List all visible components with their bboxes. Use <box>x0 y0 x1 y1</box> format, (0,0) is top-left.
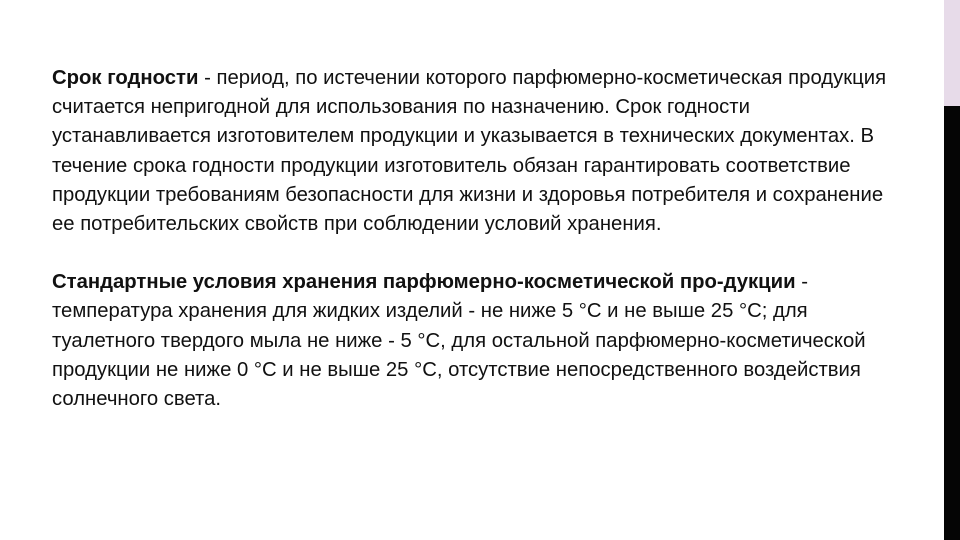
storage-conditions-paragraph <box>52 268 902 414</box>
storage-conditions-term: Стандартные условия хранения парфюмерно-косметической про-дукции <box>52 271 796 294</box>
shelf-life-paragraph <box>52 64 902 239</box>
shelf-life-definition: - период, по истечении которого парфюмерно-косметическая продукция считается непригодной для использования по назначению. Срок годности устанавливается изготовителем продукции и указывается в технических документах. В течение срока годности продукции изготовитель обязан гарантировать соответствие продукции требованиям безопасности для жизни и здоровья потребителя и сохранение ее потребительских свойств при соблюдении условий хранения. <box>52 67 887 236</box>
content-text <box>52 64 902 414</box>
side-bar-top-segment <box>944 0 960 106</box>
shelf-life-term: Срок годности <box>52 67 199 89</box>
decorative-side-bar <box>944 0 960 540</box>
side-bar-bottom-segment <box>944 106 960 540</box>
storage-conditions-definition: - температура хранения для жидких изделий - не ниже 5 °С и не выше 25 °С; для туалетного твердого мыла не ниже - 5 °С, для остальной парфюмерно-косметической продукции не ниже 0 °С и не выше 25 °С, отсутствие непосредственного воздействия солнечного света. <box>52 271 866 411</box>
